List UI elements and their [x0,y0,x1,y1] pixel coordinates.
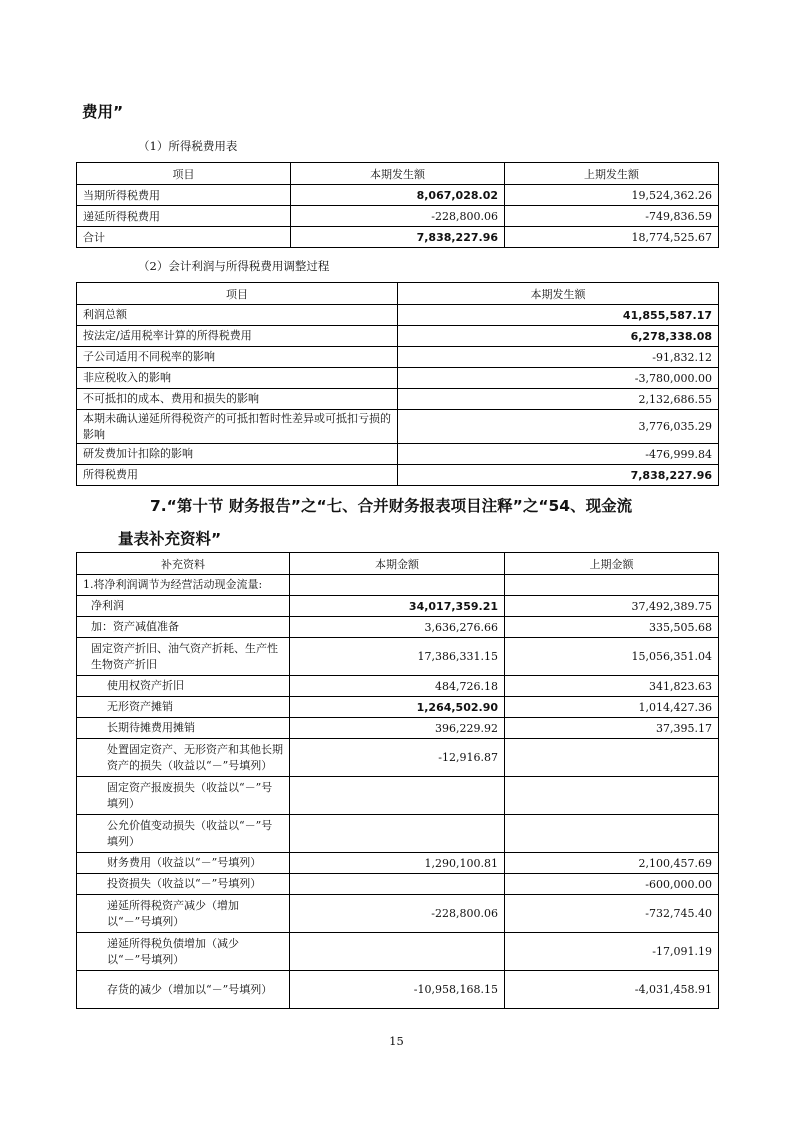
current-amount [290,815,505,853]
previous-amount: 18,774,525.67 [505,227,719,248]
table-row [77,444,719,465]
previous-amount: 19,524,362.26 [505,185,719,206]
current-amount: -91,832.12 [398,347,719,368]
current-amount: 34,017,359.21 [290,596,505,617]
table-row [77,326,719,347]
row-label: 固定资产折旧、油气资产折耗、生产性生物资产折旧 [77,638,290,676]
row-label: 处置固定资产、无形资产和其他长期资产的损失（收益以“－”号填列） [77,739,290,777]
row-label: 无形资产摊销 [77,697,290,718]
previous-amount [505,815,719,853]
table-row [77,697,719,718]
row-label: 递延所得税资产减少（增加以“－”号填列） [77,895,290,933]
table-row [77,305,719,326]
current-amount: 7,838,227.96 [398,465,719,486]
row-label: 净利润 [77,596,290,617]
row-label: 合计 [77,227,291,248]
column-header-item: 项目 [77,283,398,305]
previous-amount: -17,091.19 [505,933,719,971]
column-header-current: 本期发生额 [291,163,505,185]
current-amount: 484,726.18 [290,676,505,697]
row-label: 不可抵扣的成本、费用和损失的影响 [77,389,398,410]
current-amount: -228,800.06 [291,206,505,227]
row-label: 非应税收入的影响 [77,368,398,389]
column-header-current: 本期发生额 [398,283,719,305]
table-row [77,676,719,697]
table1-caption: （1）所得税费用表 [138,139,238,153]
row-label: 公允价值变动损失（收益以“－”号填列） [77,815,290,853]
row-label: 研发费加计扣除的影响 [77,444,398,465]
current-amount: 3,636,276.66 [290,617,505,638]
previous-amount: 37,492,389.75 [505,596,719,617]
previous-amount [505,575,719,596]
current-amount: 6,278,338.08 [398,326,719,347]
table-row [77,410,719,444]
previous-amount: -600,000.00 [505,874,719,895]
row-label: 递延所得税费用 [77,206,291,227]
current-amount: -476,999.84 [398,444,719,465]
table-row [77,777,719,815]
income-tax-expense-table [76,162,719,248]
current-amount: 2,132,686.55 [398,389,719,410]
table-row [77,638,719,676]
previous-amount [505,777,719,815]
current-amount: -10,958,168.15 [290,971,505,1009]
row-label: 加：资产减值准备 [77,617,290,638]
table-header-row [77,283,719,305]
previous-amount [505,739,719,777]
table-row [77,347,719,368]
current-amount: 3,776,035.29 [398,410,719,444]
current-amount: 396,229.92 [290,718,505,739]
current-amount: 41,855,587.17 [398,305,719,326]
row-label: 固定资产报废损失（收益以“－”号填列） [77,777,290,815]
row-label: 按法定/适用税率计算的所得税费用 [77,326,398,347]
current-amount: -12,916.87 [290,739,505,777]
table-row [77,575,719,596]
row-label: 利润总额 [77,305,398,326]
table-row [77,853,719,874]
current-amount: 1,264,502.90 [290,697,505,718]
current-amount: 8,067,028.02 [291,185,505,206]
current-amount: 17,386,331.15 [290,638,505,676]
column-header-previous: 上期发生额 [505,163,719,185]
table-row [77,874,719,895]
row-label: 长期待摊费用摊销 [77,718,290,739]
current-amount: -228,800.06 [290,895,505,933]
table-row [77,206,719,227]
table-row [77,596,719,617]
row-label: 本期未确认递延所得税资产的可抵扣暂时性差异或可抵扣亏损的影响 [77,410,398,444]
section-7-heading-line1: 7.“第十节 财务报告”之“七、合并财务报表项目注释”之“54、现金流 [150,497,633,515]
current-amount: -3,780,000.00 [398,368,719,389]
table-row [77,933,719,971]
current-amount [290,874,505,895]
row-label: 1.将净利润调节为经营活动现金流量: [77,575,290,596]
previous-amount: 37,395.17 [505,718,719,739]
previous-amount: 335,505.68 [505,617,719,638]
previous-amount: -749,836.59 [505,206,719,227]
column-header-item: 项目 [77,163,291,185]
previous-amount: 1,014,427.36 [505,697,719,718]
table-row [77,389,719,410]
table-row [77,465,719,486]
table-row [77,971,719,1009]
section-7-heading-line2: 量表补充资料” [118,530,222,548]
current-amount [290,777,505,815]
column-header-item: 补充资料 [77,553,290,575]
row-label: 子公司适用不同税率的影响 [77,347,398,368]
previous-amount: 341,823.63 [505,676,719,697]
current-amount [290,933,505,971]
column-header-previous: 上期金额 [505,553,719,575]
table-row [77,895,719,933]
row-label: 所得税费用 [77,465,398,486]
page-number: 15 [389,1034,404,1048]
current-amount [290,575,505,596]
table2-caption: （2）会计利润与所得税费用调整过程 [138,259,330,273]
row-label: 递延所得税负债增加（减少以“－”号填列） [77,933,290,971]
previous-amount: -4,031,458.91 [505,971,719,1009]
row-label: 投资损失（收益以“－”号填列） [77,874,290,895]
row-label: 使用权资产折旧 [77,676,290,697]
continued-heading: 费用” [82,103,124,121]
table-row [77,617,719,638]
column-header-current: 本期金额 [290,553,505,575]
previous-amount: 2,100,457.69 [505,853,719,874]
table-row [77,815,719,853]
table-row [77,368,719,389]
table-row [77,739,719,777]
previous-amount: 15,056,351.04 [505,638,719,676]
table-header-row [77,163,719,185]
row-label: 存货的减少（增加以“－”号填列） [77,971,290,1009]
current-amount: 1,290,100.81 [290,853,505,874]
previous-amount: -732,745.40 [505,895,719,933]
tax-reconciliation-table [76,282,719,486]
table-row [77,718,719,739]
row-label: 财务费用（收益以“－”号填列） [77,853,290,874]
cash-flow-supplement-table [76,552,719,1009]
current-amount: 7,838,227.96 [291,227,505,248]
row-label: 当期所得税费用 [77,185,291,206]
table-header-row [77,553,719,575]
table-row [77,185,719,206]
table-row [77,227,719,248]
